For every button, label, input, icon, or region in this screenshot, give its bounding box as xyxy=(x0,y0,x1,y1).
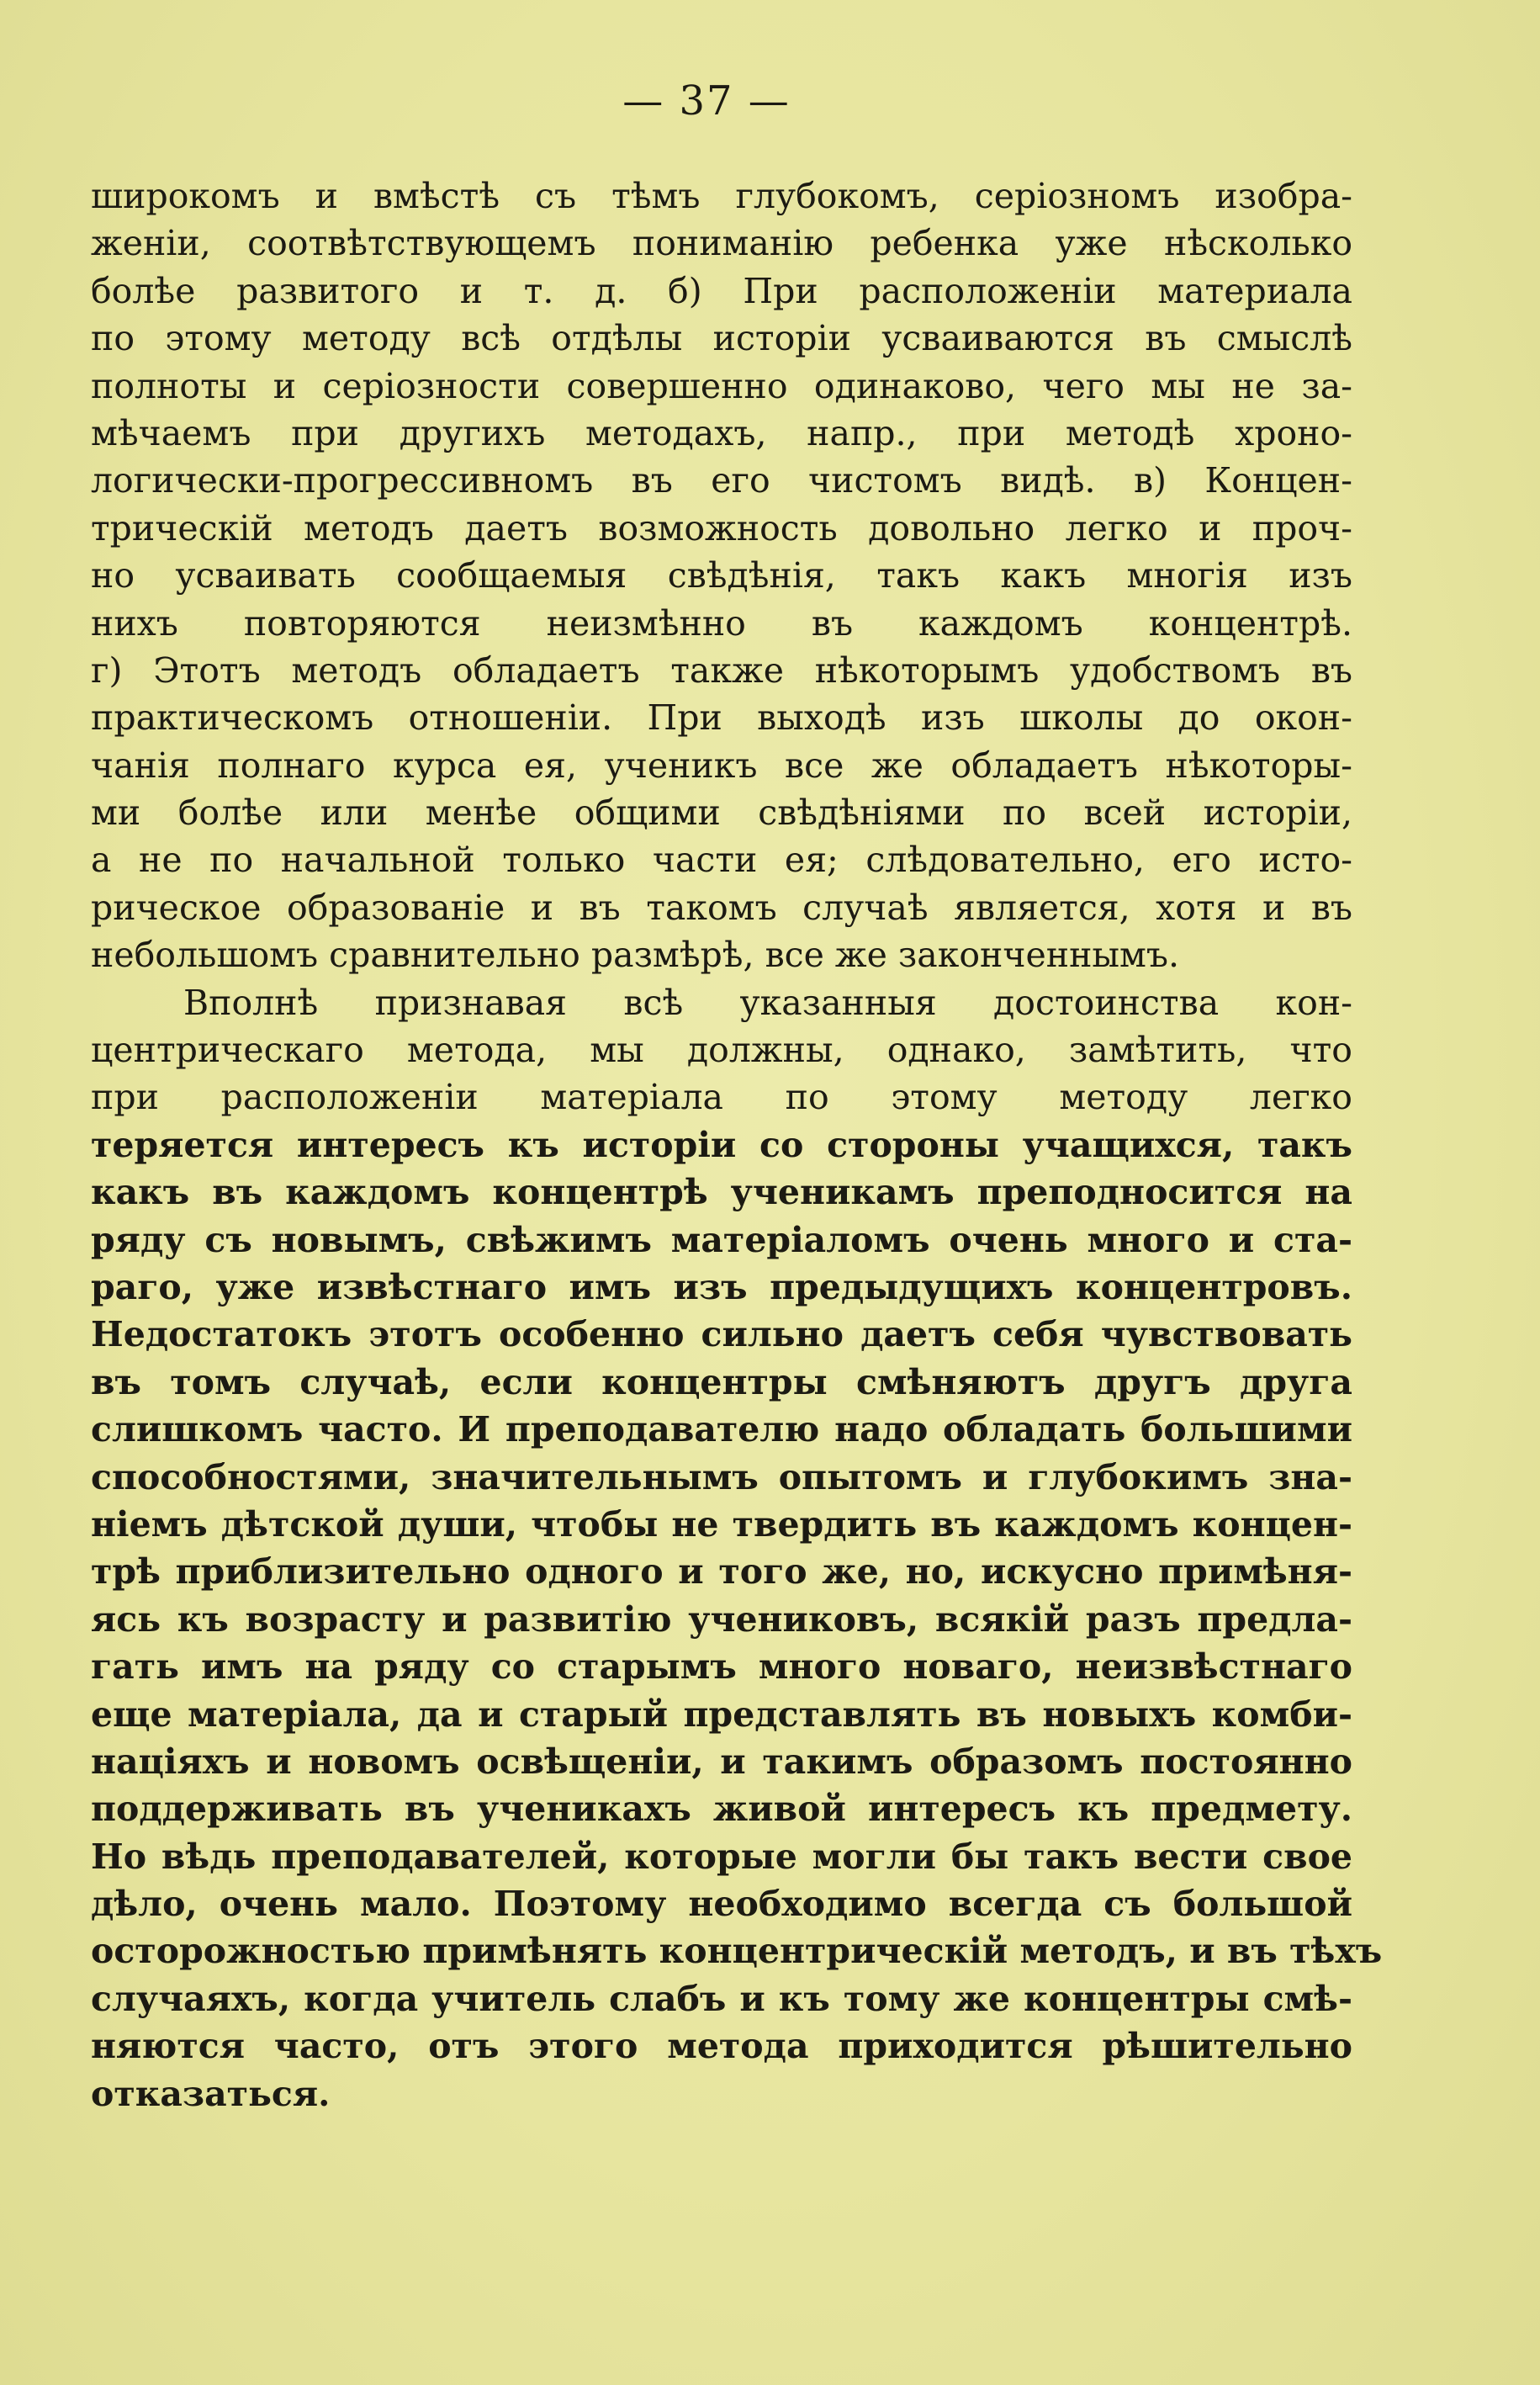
text-line: націяхъ и новомъ освѣщеніи, и такимъ образомъ постоянно xyxy=(91,1741,1352,1782)
text-line: центрическаго метода, мы должны, однако, замѣтить, что xyxy=(91,1030,1352,1071)
page-number: — 37 — xyxy=(622,77,791,125)
text-line: гать имъ на ряду со старымъ много новаго, неизвѣстнаго xyxy=(91,1646,1352,1688)
text-line: полноты и серіозности совершенно одинаково, чего мы не за- xyxy=(91,365,1352,406)
text-line: Недостатокъ этотъ особенно сильно даетъ себя чувствовать xyxy=(91,1314,1352,1355)
text-line: трѣ приблизительно одного и того же, но, искусно примѣня- xyxy=(91,1551,1352,1593)
text-line: поддерживать въ ученикахъ живой интересъ къ предмету. xyxy=(91,1789,1352,1830)
text-line: дѣло, очень мало. Поэтому необходимо всегда съ большой xyxy=(91,1884,1352,1925)
text-line: при расположеніи матеріала по этому методу легко xyxy=(91,1077,1352,1118)
text-line: отказаться. xyxy=(91,2073,331,2114)
text-line: а не по начальной только части ея; слѣдовательно, его исто- xyxy=(91,840,1352,881)
text-line: мѣчаемъ при другихъ методахъ, напр., при методѣ хроно- xyxy=(91,412,1352,453)
text-line: небольшомъ сравнительно размѣрѣ, все же законченнымъ. xyxy=(91,935,1180,976)
text-line: еще матеріала, да и старый представлять въ новыхъ комби- xyxy=(91,1693,1352,1735)
text-line: ніемъ дѣтской души, чтобы не твердить въ каждомъ концен- xyxy=(91,1503,1352,1545)
text-line: но усваивать сообщаемыя свѣдѣнія, такъ какъ многія изъ xyxy=(91,555,1352,596)
text-line: няются часто, отъ этого метода приходится рѣшительно xyxy=(91,2026,1352,2067)
text-line: чанія полнаго курса ея, ученикъ все же обладаетъ нѣкоторы- xyxy=(91,745,1352,786)
text-line: нихъ повторяются неизмѣнно въ каждомъ концентрѣ. xyxy=(91,602,1352,644)
text-line: трическій методъ даетъ возможность довольно легко и проч- xyxy=(91,507,1352,549)
text-line: осторожностью примѣнять концентрическій методъ, и въ тѣхъ xyxy=(91,1931,1383,1972)
text-line: Вполнѣ признавая всѣ указанныя достоинства кон- xyxy=(183,982,1352,1023)
text-line: раго, уже извѣстнаго имъ изъ предыдущихъ концентровъ. xyxy=(91,1266,1352,1307)
text-line: способностями, значительнымъ опытомъ и глубокимъ зна- xyxy=(91,1456,1352,1497)
text-line: слишкомъ часто. И преподавателю надо обладать большими xyxy=(91,1409,1352,1450)
text-line: въ томъ случаѣ, если концентры смѣняютъ другъ друга xyxy=(91,1361,1352,1402)
paragraph-1 xyxy=(91,172,1352,979)
text-line: Но вѣдь преподавателей, которые могли бы такъ вести свое xyxy=(91,1836,1352,1877)
text-line: ясь къ возрасту и развитію учениковъ, всякій разъ предла- xyxy=(91,1598,1352,1640)
text-line: какъ въ каждомъ концентрѣ ученикамъ преподносится на xyxy=(91,1172,1352,1213)
text-line: женіи, соотвѣтствующемъ пониманію ребенка уже нѣсколько xyxy=(91,223,1352,264)
paragraph-2 xyxy=(91,979,1383,2117)
text-line: логически-прогрессивномъ въ его чистомъ видѣ. в) Концен- xyxy=(91,460,1352,501)
text-line: теряется интересъ къ исторіи со стороны учащихся, такъ xyxy=(91,1124,1352,1165)
text-line: широкомъ и вмѣстѣ съ тѣмъ глубокомъ, серіозномъ изобра- xyxy=(91,176,1352,216)
text-line: г) Этотъ методъ обладаетъ также нѣкоторымъ удобствомъ въ xyxy=(91,649,1352,691)
text-line: случаяхъ, когда учитель слабъ и къ тому же концентры смѣ- xyxy=(91,1978,1352,2019)
text-line: практическомъ отношеніи. При выходѣ изъ школы до окон- xyxy=(91,697,1352,739)
body-text xyxy=(91,172,1383,2117)
text-line: рическое образованіе и въ такомъ случаѣ является, хотя и въ xyxy=(91,887,1352,928)
text-line: ми болѣе или менѣе общими свѣдѣніями по всей исторіи, xyxy=(91,792,1352,834)
text-line: болѣе развитого и т. д. б) При расположеніи материала xyxy=(91,270,1352,311)
text-line: ряду съ новымъ, свѣжимъ матеріаломъ очень много и ста- xyxy=(91,1219,1352,1260)
text-line: по этому методу всѣ отдѣлы исторіи усваиваются въ смыслѣ xyxy=(91,318,1352,359)
